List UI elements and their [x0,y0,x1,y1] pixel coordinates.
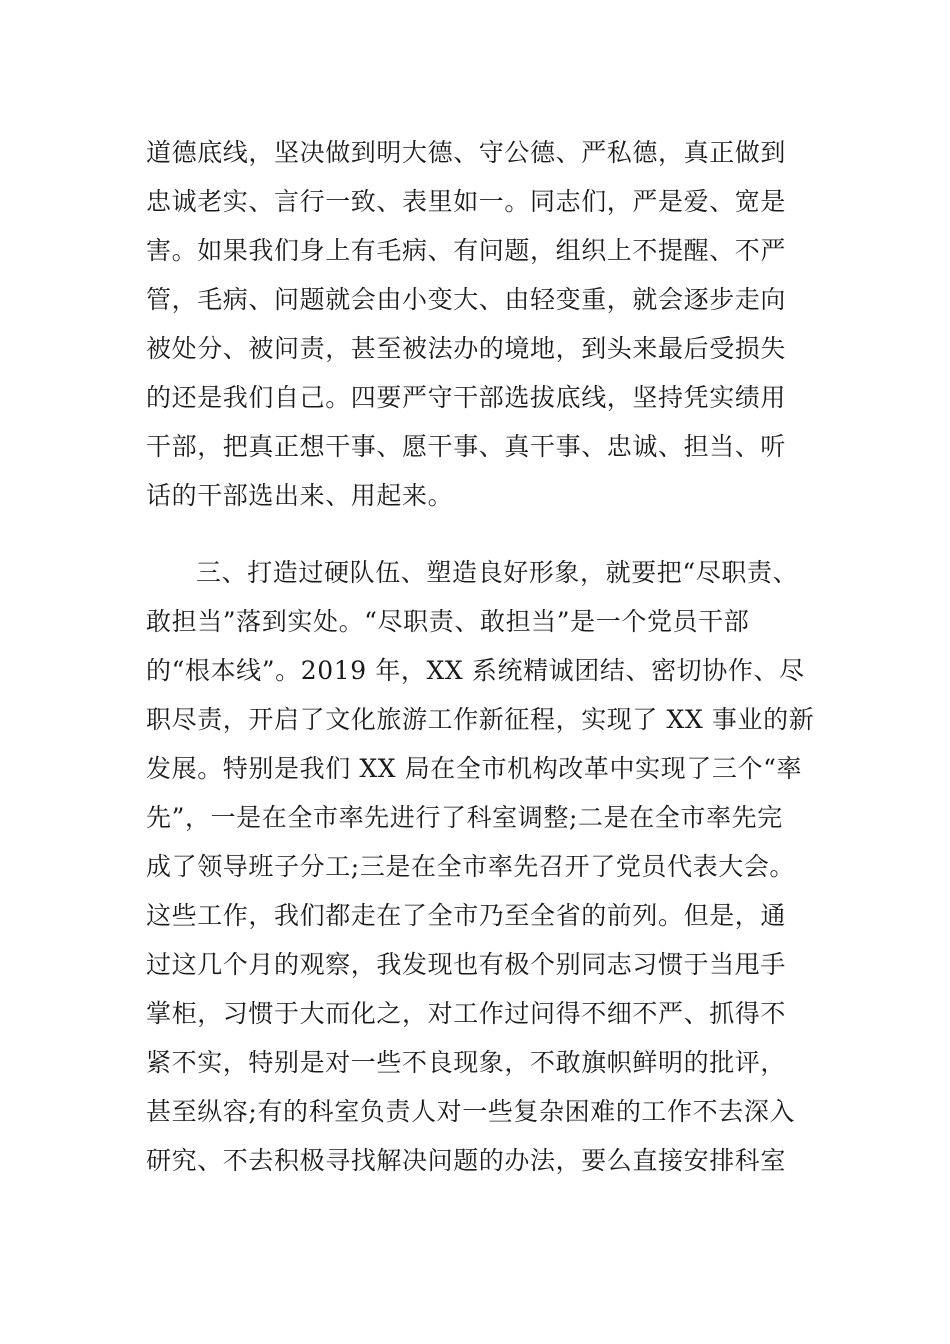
paragraph-2 [146,548,815,1185]
text-line: 的“根本线”。2019 年，XX 系统精诚团结、密切协作、尽 [146,656,805,685]
text-line: 干部，把真正想干事、愿干事、真干事、忠诚、担当、听 [146,432,787,461]
text-line: 发展。特别是我们 XX 局在全市机构改革中实现了三个“率 [146,754,803,783]
text-line: 管，毛病、问题就会由小变大、由轻变重，就会逐步走向 [146,285,787,314]
text-line: 三、打造过硬队伍、塑造良好形象，就要把“尽职责、 [196,558,799,587]
paragraph-1 [146,128,806,520]
text-line: 紧不实，特别是对一些不良现象，不敢旗帜鲜明的批评， [146,1048,787,1077]
text-line: 研究、不去积极寻找解决问题的办法，要么直接安排科室 [146,1146,787,1175]
text-line: 的还是我们自己。四要严守干部选拔底线，坚持凭实绩用 [146,383,787,412]
text-line: 先”，一是在全市率先进行了科室调整;二是在全市率先完 [146,803,783,832]
text-line: 敢担当”落到实处。“尽职责、敢担当”是一个党员干部 [146,607,750,636]
text-line: 话的干部选出来、用起来。 [146,481,454,510]
text-line: 成了领导班子分工;三是在全市率先召开了党员代表大会。 [146,852,796,881]
text-line: 过这几个月的观察，我发现也有极个别同志习惯于当甩手 [146,950,787,979]
text-line: 忠诚老实、言行一致、表里如一。同志们，严是爱、宽是 [146,187,787,216]
text-line: 甚至纵容;有的科室负责人对一些复杂困难的工作不去深入 [146,1097,796,1126]
text-line: 被处分、被问责，甚至被法办的境地，到头来最后受损失 [146,334,787,363]
text-line: 道德底线，坚决做到明大德、守公德、严私德，真正做到 [146,138,787,167]
text-line: 职尽责，开启了文化旅游工作新征程，实现了 XX 事业的新 [146,705,815,734]
text-line: 掌柜，习惯于大而化之，对工作过问得不细不严、抓得不 [146,999,787,1028]
text-line: 害。如果我们身上有毛病、有问题，组织上不提醒、不严 [146,236,787,265]
text-line: 这些工作，我们都走在了全市乃至全省的前列。但是，通 [146,901,787,930]
